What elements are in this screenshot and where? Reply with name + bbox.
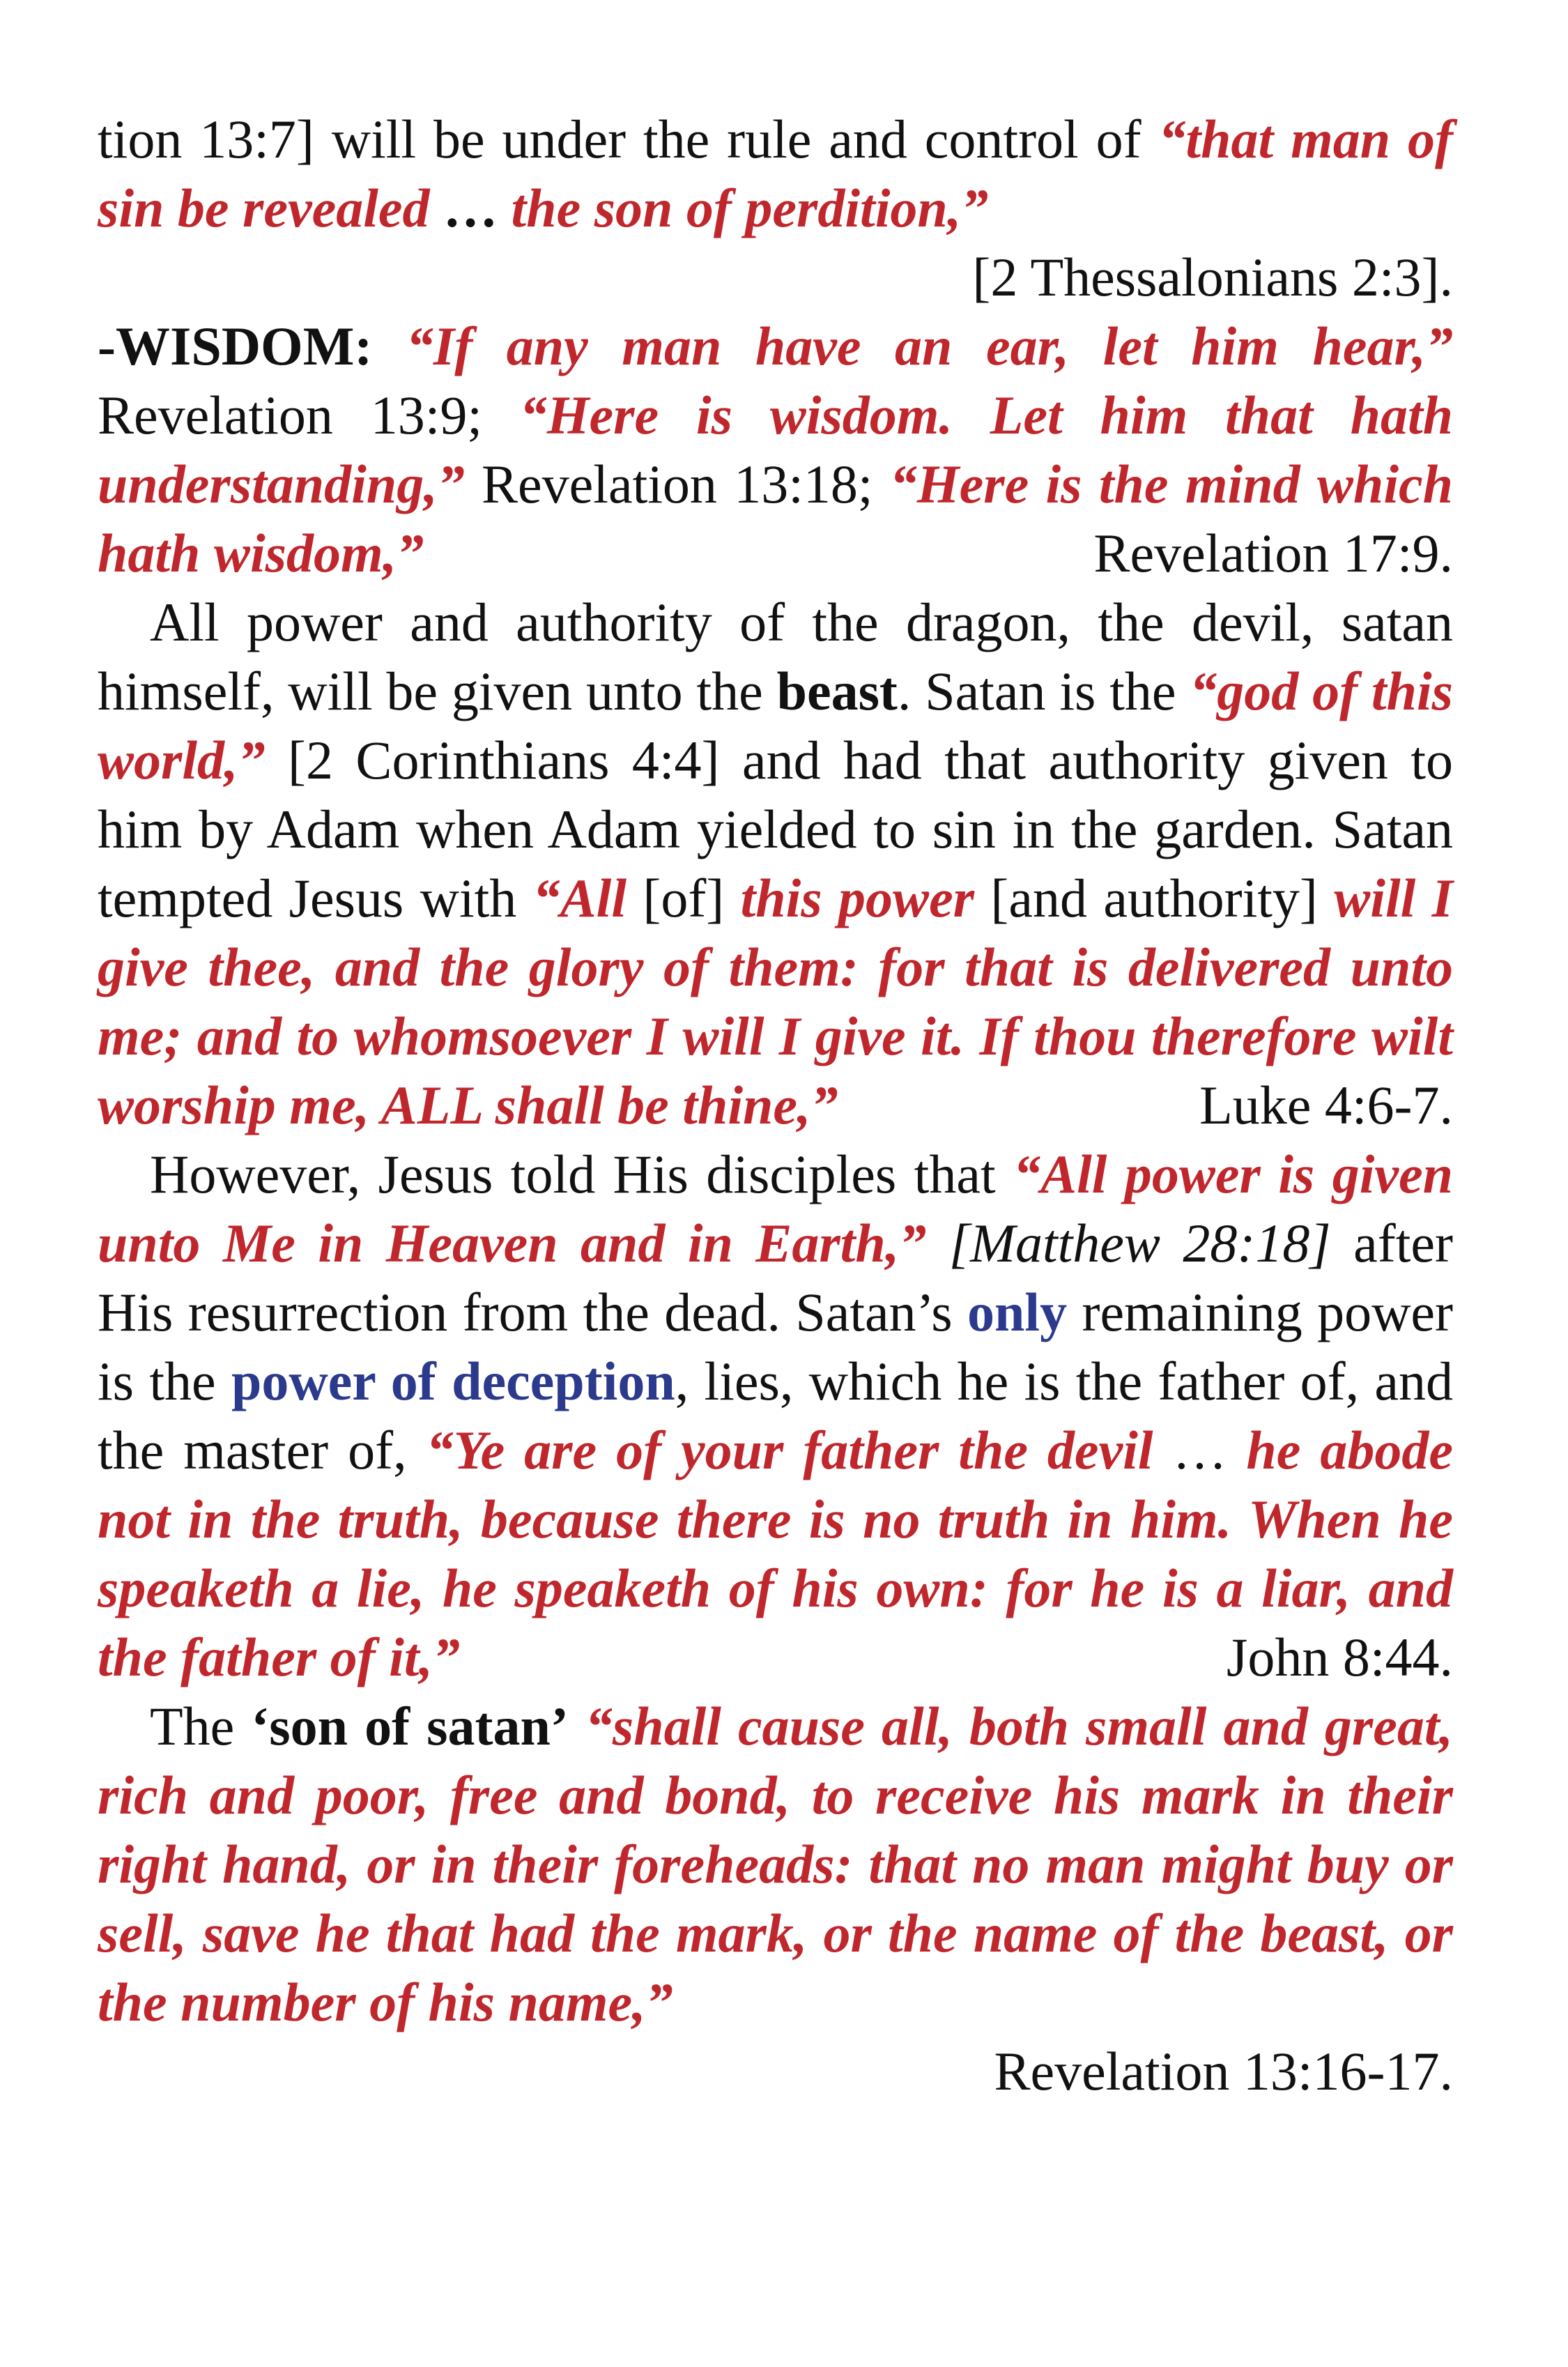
- paragraph-mark: [98, 1692, 1453, 2106]
- paragraph-1: [98, 105, 1453, 312]
- body-text: remaining power is the: [98, 1282, 1453, 1411]
- scripture-quote: he abode not in the truth, because there is no truth in him. When he speaketh a lie, he speaketh of his own: for he is a liar, and the father of it,”: [98, 1420, 1454, 1687]
- body-text: All power and authority of the dragon, the devil, satan himself, will be given unto the: [98, 592, 1453, 721]
- ellipsis: …: [1153, 1420, 1247, 1480]
- emphasis-term: power of deception: [231, 1351, 675, 1411]
- scripture-reference: [2 Thessalonians 2:3].: [972, 247, 1453, 307]
- scripture-quote: the son of perdition,”: [511, 178, 989, 238]
- emphasis-term: only: [967, 1282, 1068, 1342]
- section-label: -WISDOM:: [98, 316, 406, 376]
- scripture-reference: Revelation 13:16-17.: [994, 2041, 1453, 2101]
- paragraph-wisdom: [98, 312, 1453, 588]
- paragraph-power: [98, 588, 1453, 1140]
- body-text: after His resurrection from the dead. Satan’s: [98, 1213, 1453, 1342]
- scripture-quote: “Here is wisdom. Let him that hath understanding,”: [98, 385, 1453, 514]
- body-text: [2 Corinthians 4:4] and had that authority given to him by Adam when Adam yielded to sin in the garden. Satan tempted Jesus with: [98, 730, 1453, 928]
- scripture-quote: this power: [740, 868, 975, 928]
- scripture-reference: John 8:44.: [1226, 1627, 1453, 1687]
- scripture-quote: will I give thee, and the glory of them: for that is delivered unto me; and to whomsoever I will I give it. If thou therefore wilt worship me, ALL shall be thine,”: [98, 868, 1453, 1135]
- ellipsis: …: [429, 178, 512, 238]
- paragraph-deception: [98, 1140, 1453, 1692]
- scripture-reference-inline: [Matthew 28:18]: [926, 1213, 1331, 1273]
- body-text: The: [150, 1696, 252, 1756]
- body-text: Revelation 13:18;: [464, 454, 890, 514]
- body-text: , lies, which he is the father of, and the master of,: [98, 1351, 1453, 1480]
- scripture-quote: “All power is given unto Me in Heaven and in Earth,”: [98, 1144, 1453, 1273]
- scripture-quote: “Ye are of your father the devil: [426, 1420, 1153, 1480]
- scripture-quote: “shall cause all, both small and great, rich and poor, free and bond, to receive his mark in their right hand, or in their foreheads: that no man might buy or sell, save he that had the mark, or the name of the beast, or the number of his name,”: [98, 1696, 1454, 2032]
- scripture-reference: Revelation 17:9.: [1093, 523, 1453, 583]
- body-text: Revelation 13:9;: [98, 385, 520, 445]
- body-text: . Satan is the: [897, 661, 1190, 721]
- body-text: However, Jesus told His disciples that: [150, 1144, 1014, 1204]
- document-page: [98, 105, 1453, 2106]
- scripture-reference: Luke 4:6-7.: [1199, 1075, 1453, 1135]
- scripture-quote: “If any man have an ear, let him hear,”: [406, 316, 1453, 376]
- body-text: tion 13:7] will be under the rule and control of: [98, 109, 1159, 169]
- scripture-quote: “god of this world,”: [98, 661, 1453, 790]
- bold-term: beast: [776, 661, 898, 721]
- scripture-quote: “All: [532, 868, 627, 928]
- body-text: [of]: [627, 868, 741, 928]
- body-text: [and authority]: [974, 868, 1335, 928]
- scripture-quote: “that man of sin be revealed: [98, 109, 1453, 238]
- bold-term: ‘son of satan’: [251, 1696, 569, 1756]
- scripture-quote: “Here is the mind which hath wisdom,”: [98, 454, 1453, 583]
- body-text: [569, 1696, 585, 1756]
